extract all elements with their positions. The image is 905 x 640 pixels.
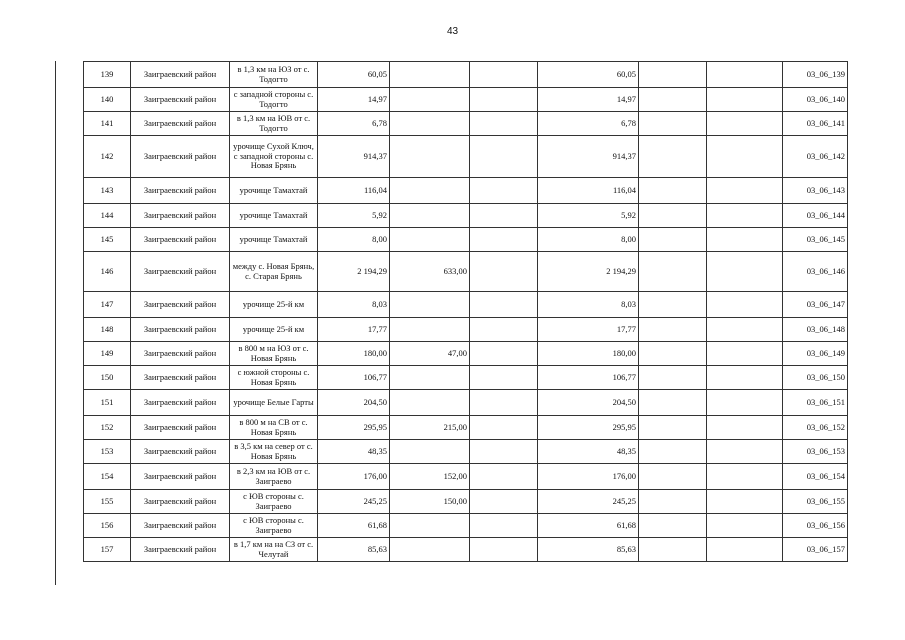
- object-code: 03_06_152: [783, 416, 848, 440]
- row-number: 140: [84, 88, 131, 112]
- row-number: 152: [84, 416, 131, 440]
- area-value: 60,05: [318, 62, 390, 88]
- value-column-4: 180,00: [538, 342, 639, 366]
- district-name: Заиграевский район: [131, 88, 230, 112]
- object-code: 03_06_142: [783, 136, 848, 178]
- district-name: Заиграевский район: [131, 112, 230, 136]
- value-column-3: [470, 292, 538, 318]
- district-name: Заиграевский район: [131, 416, 230, 440]
- value-column-5: [639, 464, 707, 490]
- value-column-4: 176,00: [538, 464, 639, 490]
- value-column-3: [470, 88, 538, 112]
- area-value: 14,97: [318, 88, 390, 112]
- object-code: 03_06_148: [783, 318, 848, 342]
- district-name: Заиграевский район: [131, 228, 230, 252]
- area-value: 48,35: [318, 440, 390, 464]
- table-row: [84, 136, 848, 178]
- object-code: 03_06_150: [783, 366, 848, 390]
- value-column-2: [390, 112, 470, 136]
- value-column-6: [707, 440, 783, 464]
- value-column-4: 204,50: [538, 390, 639, 416]
- location-description: с ЮВ стороны с. Заиграево: [230, 514, 318, 538]
- value-column-2: 633,00: [390, 252, 470, 292]
- row-number: 143: [84, 178, 131, 204]
- value-column-3: [470, 62, 538, 88]
- district-name: Заиграевский район: [131, 178, 230, 204]
- table-row: [84, 204, 848, 228]
- value-column-4: 2 194,29: [538, 252, 639, 292]
- district-name: Заиграевский район: [131, 136, 230, 178]
- value-column-5: [639, 204, 707, 228]
- value-column-5: [639, 366, 707, 390]
- row-number: 145: [84, 228, 131, 252]
- value-column-2: [390, 88, 470, 112]
- table-row: [84, 62, 848, 88]
- table-row: [84, 366, 848, 390]
- area-value: 116,04: [318, 178, 390, 204]
- area-value: 8,00: [318, 228, 390, 252]
- value-column-3: [470, 416, 538, 440]
- row-number: 146: [84, 252, 131, 292]
- table-row: [84, 342, 848, 366]
- value-column-6: [707, 228, 783, 252]
- district-name: Заиграевский район: [131, 62, 230, 88]
- value-column-4: 60,05: [538, 62, 639, 88]
- district-name: Заиграевский район: [131, 440, 230, 464]
- object-code: 03_06_151: [783, 390, 848, 416]
- value-column-6: [707, 318, 783, 342]
- location-description: в 2,3 км на ЮВ от с. Заиграево: [230, 464, 318, 490]
- location-description: в 1,3 км на ЮЗ от с. Тодогто: [230, 62, 318, 88]
- value-column-3: [470, 228, 538, 252]
- row-number: 142: [84, 136, 131, 178]
- value-column-4: 17,77: [538, 318, 639, 342]
- row-number: 150: [84, 366, 131, 390]
- value-column-2: [390, 366, 470, 390]
- value-column-3: [470, 464, 538, 490]
- table-row: [84, 464, 848, 490]
- registry-table: [83, 61, 848, 562]
- object-code: 03_06_146: [783, 252, 848, 292]
- value-column-5: [639, 490, 707, 514]
- value-column-4: 8,00: [538, 228, 639, 252]
- value-column-5: [639, 252, 707, 292]
- table-row: [84, 514, 848, 538]
- value-column-6: [707, 252, 783, 292]
- value-column-2: [390, 318, 470, 342]
- value-column-6: [707, 490, 783, 514]
- value-column-5: [639, 292, 707, 318]
- value-column-3: [470, 252, 538, 292]
- location-description: с ЮВ стороны с. Заиграево: [230, 490, 318, 514]
- value-column-2: [390, 292, 470, 318]
- area-value: 245,25: [318, 490, 390, 514]
- district-name: Заиграевский район: [131, 292, 230, 318]
- area-value: 61,68: [318, 514, 390, 538]
- row-number: 151: [84, 390, 131, 416]
- table-row: [84, 292, 848, 318]
- row-number: 154: [84, 464, 131, 490]
- object-code: 03_06_140: [783, 88, 848, 112]
- value-column-2: 152,00: [390, 464, 470, 490]
- district-name: Заиграевский район: [131, 366, 230, 390]
- value-column-6: [707, 416, 783, 440]
- location-description: в 1,7 км на на СЗ от с. Челутай: [230, 538, 318, 562]
- value-column-2: 150,00: [390, 490, 470, 514]
- value-column-6: [707, 136, 783, 178]
- area-value: 295,95: [318, 416, 390, 440]
- table-row: [84, 390, 848, 416]
- table-row: [84, 252, 848, 292]
- value-column-4: 914,37: [538, 136, 639, 178]
- value-column-6: [707, 514, 783, 538]
- object-code: 03_06_147: [783, 292, 848, 318]
- district-name: Заиграевский район: [131, 204, 230, 228]
- table-row: [84, 538, 848, 562]
- object-code: 03_06_155: [783, 490, 848, 514]
- district-name: Заиграевский район: [131, 342, 230, 366]
- district-name: Заиграевский район: [131, 490, 230, 514]
- row-number: 149: [84, 342, 131, 366]
- row-number: 147: [84, 292, 131, 318]
- row-number: 139: [84, 62, 131, 88]
- table-row: [84, 318, 848, 342]
- value-column-2: [390, 204, 470, 228]
- value-column-2: 47,00: [390, 342, 470, 366]
- value-column-5: [639, 538, 707, 562]
- value-column-6: [707, 112, 783, 136]
- value-column-2: 215,00: [390, 416, 470, 440]
- table-body: [84, 62, 848, 562]
- value-column-2: [390, 136, 470, 178]
- row-number: 155: [84, 490, 131, 514]
- value-column-6: [707, 366, 783, 390]
- object-code: 03_06_139: [783, 62, 848, 88]
- value-column-4: 48,35: [538, 440, 639, 464]
- location-description: с западной стороны с. Тодогто: [230, 88, 318, 112]
- value-column-5: [639, 416, 707, 440]
- value-column-3: [470, 178, 538, 204]
- value-column-5: [639, 228, 707, 252]
- value-column-6: [707, 62, 783, 88]
- location-description: урочище 25-й км: [230, 318, 318, 342]
- location-description: между с. Новая Брянь, с. Старая Брянь: [230, 252, 318, 292]
- area-value: 176,00: [318, 464, 390, 490]
- value-column-3: [470, 318, 538, 342]
- object-code: 03_06_141: [783, 112, 848, 136]
- value-column-5: [639, 440, 707, 464]
- object-code: 03_06_143: [783, 178, 848, 204]
- row-number: 141: [84, 112, 131, 136]
- value-column-5: [639, 88, 707, 112]
- value-column-2: [390, 178, 470, 204]
- value-column-2: [390, 228, 470, 252]
- value-column-5: [639, 318, 707, 342]
- location-description: в 800 м на ЮЗ от с. Новая Брянь: [230, 342, 318, 366]
- location-description: в 3,5 км на север от с. Новая Брянь: [230, 440, 318, 464]
- object-code: 03_06_156: [783, 514, 848, 538]
- value-column-6: [707, 178, 783, 204]
- value-column-3: [470, 136, 538, 178]
- value-column-4: 295,95: [538, 416, 639, 440]
- value-column-4: 6,78: [538, 112, 639, 136]
- location-description: с южной стороны с. Новая Брянь: [230, 366, 318, 390]
- district-name: Заиграевский район: [131, 318, 230, 342]
- row-number: 148: [84, 318, 131, 342]
- location-description: в 1,3 км на ЮВ от с. Тодогто: [230, 112, 318, 136]
- area-value: 5,92: [318, 204, 390, 228]
- row-number: 144: [84, 204, 131, 228]
- value-column-4: 106,77: [538, 366, 639, 390]
- value-column-6: [707, 292, 783, 318]
- row-number: 153: [84, 440, 131, 464]
- value-column-5: [639, 342, 707, 366]
- value-column-5: [639, 514, 707, 538]
- object-code: 03_06_145: [783, 228, 848, 252]
- value-column-6: [707, 88, 783, 112]
- area-value: 106,77: [318, 366, 390, 390]
- value-column-6: [707, 538, 783, 562]
- district-name: Заиграевский район: [131, 514, 230, 538]
- value-column-2: [390, 514, 470, 538]
- district-name: Заиграевский район: [131, 390, 230, 416]
- value-column-6: [707, 342, 783, 366]
- value-column-4: 61,68: [538, 514, 639, 538]
- area-value: 204,50: [318, 390, 390, 416]
- table-row: [84, 440, 848, 464]
- area-value: 17,77: [318, 318, 390, 342]
- value-column-4: 116,04: [538, 178, 639, 204]
- value-column-4: 85,63: [538, 538, 639, 562]
- value-column-3: [470, 342, 538, 366]
- margin-line: [55, 61, 56, 585]
- value-column-3: [470, 490, 538, 514]
- value-column-5: [639, 112, 707, 136]
- value-column-2: [390, 538, 470, 562]
- object-code: 03_06_149: [783, 342, 848, 366]
- table-row: [84, 416, 848, 440]
- value-column-5: [639, 62, 707, 88]
- value-column-6: [707, 390, 783, 416]
- location-description: урочище Тамахтай: [230, 228, 318, 252]
- object-code: 03_06_153: [783, 440, 848, 464]
- table-row: [84, 88, 848, 112]
- value-column-5: [639, 136, 707, 178]
- value-column-5: [639, 178, 707, 204]
- value-column-3: [470, 538, 538, 562]
- value-column-4: 5,92: [538, 204, 639, 228]
- district-name: Заиграевский район: [131, 538, 230, 562]
- page-number: 43: [446, 26, 459, 37]
- area-value: 6,78: [318, 112, 390, 136]
- value-column-3: [470, 390, 538, 416]
- district-name: Заиграевский район: [131, 464, 230, 490]
- location-description: урочище Тамахтай: [230, 204, 318, 228]
- row-number: 157: [84, 538, 131, 562]
- value-column-3: [470, 204, 538, 228]
- location-description: урочище 25-й км: [230, 292, 318, 318]
- value-column-4: 14,97: [538, 88, 639, 112]
- location-description: в 800 м на СВ от с. Новая Брянь: [230, 416, 318, 440]
- area-value: 2 194,29: [318, 252, 390, 292]
- table-row: [84, 112, 848, 136]
- value-column-3: [470, 440, 538, 464]
- value-column-3: [470, 112, 538, 136]
- district-name: Заиграевский район: [131, 252, 230, 292]
- area-value: 8,03: [318, 292, 390, 318]
- area-value: 180,00: [318, 342, 390, 366]
- value-column-3: [470, 366, 538, 390]
- value-column-2: [390, 390, 470, 416]
- location-description: урочище Сухой Ключ, с западной стороны с. Новая Брянь: [230, 136, 318, 178]
- value-column-6: [707, 204, 783, 228]
- value-column-2: [390, 440, 470, 464]
- table-row: [84, 178, 848, 204]
- object-code: 03_06_154: [783, 464, 848, 490]
- row-number: 156: [84, 514, 131, 538]
- table-row: [84, 490, 848, 514]
- object-code: 03_06_157: [783, 538, 848, 562]
- value-column-2: [390, 62, 470, 88]
- location-description: урочище Белые Гарты: [230, 390, 318, 416]
- area-value: 85,63: [318, 538, 390, 562]
- value-column-4: 8,03: [538, 292, 639, 318]
- location-description: урочище Тамахтай: [230, 178, 318, 204]
- table-row: [84, 228, 848, 252]
- value-column-4: 245,25: [538, 490, 639, 514]
- area-value: 914,37: [318, 136, 390, 178]
- value-column-3: [470, 514, 538, 538]
- value-column-6: [707, 464, 783, 490]
- object-code: 03_06_144: [783, 204, 848, 228]
- value-column-5: [639, 390, 707, 416]
